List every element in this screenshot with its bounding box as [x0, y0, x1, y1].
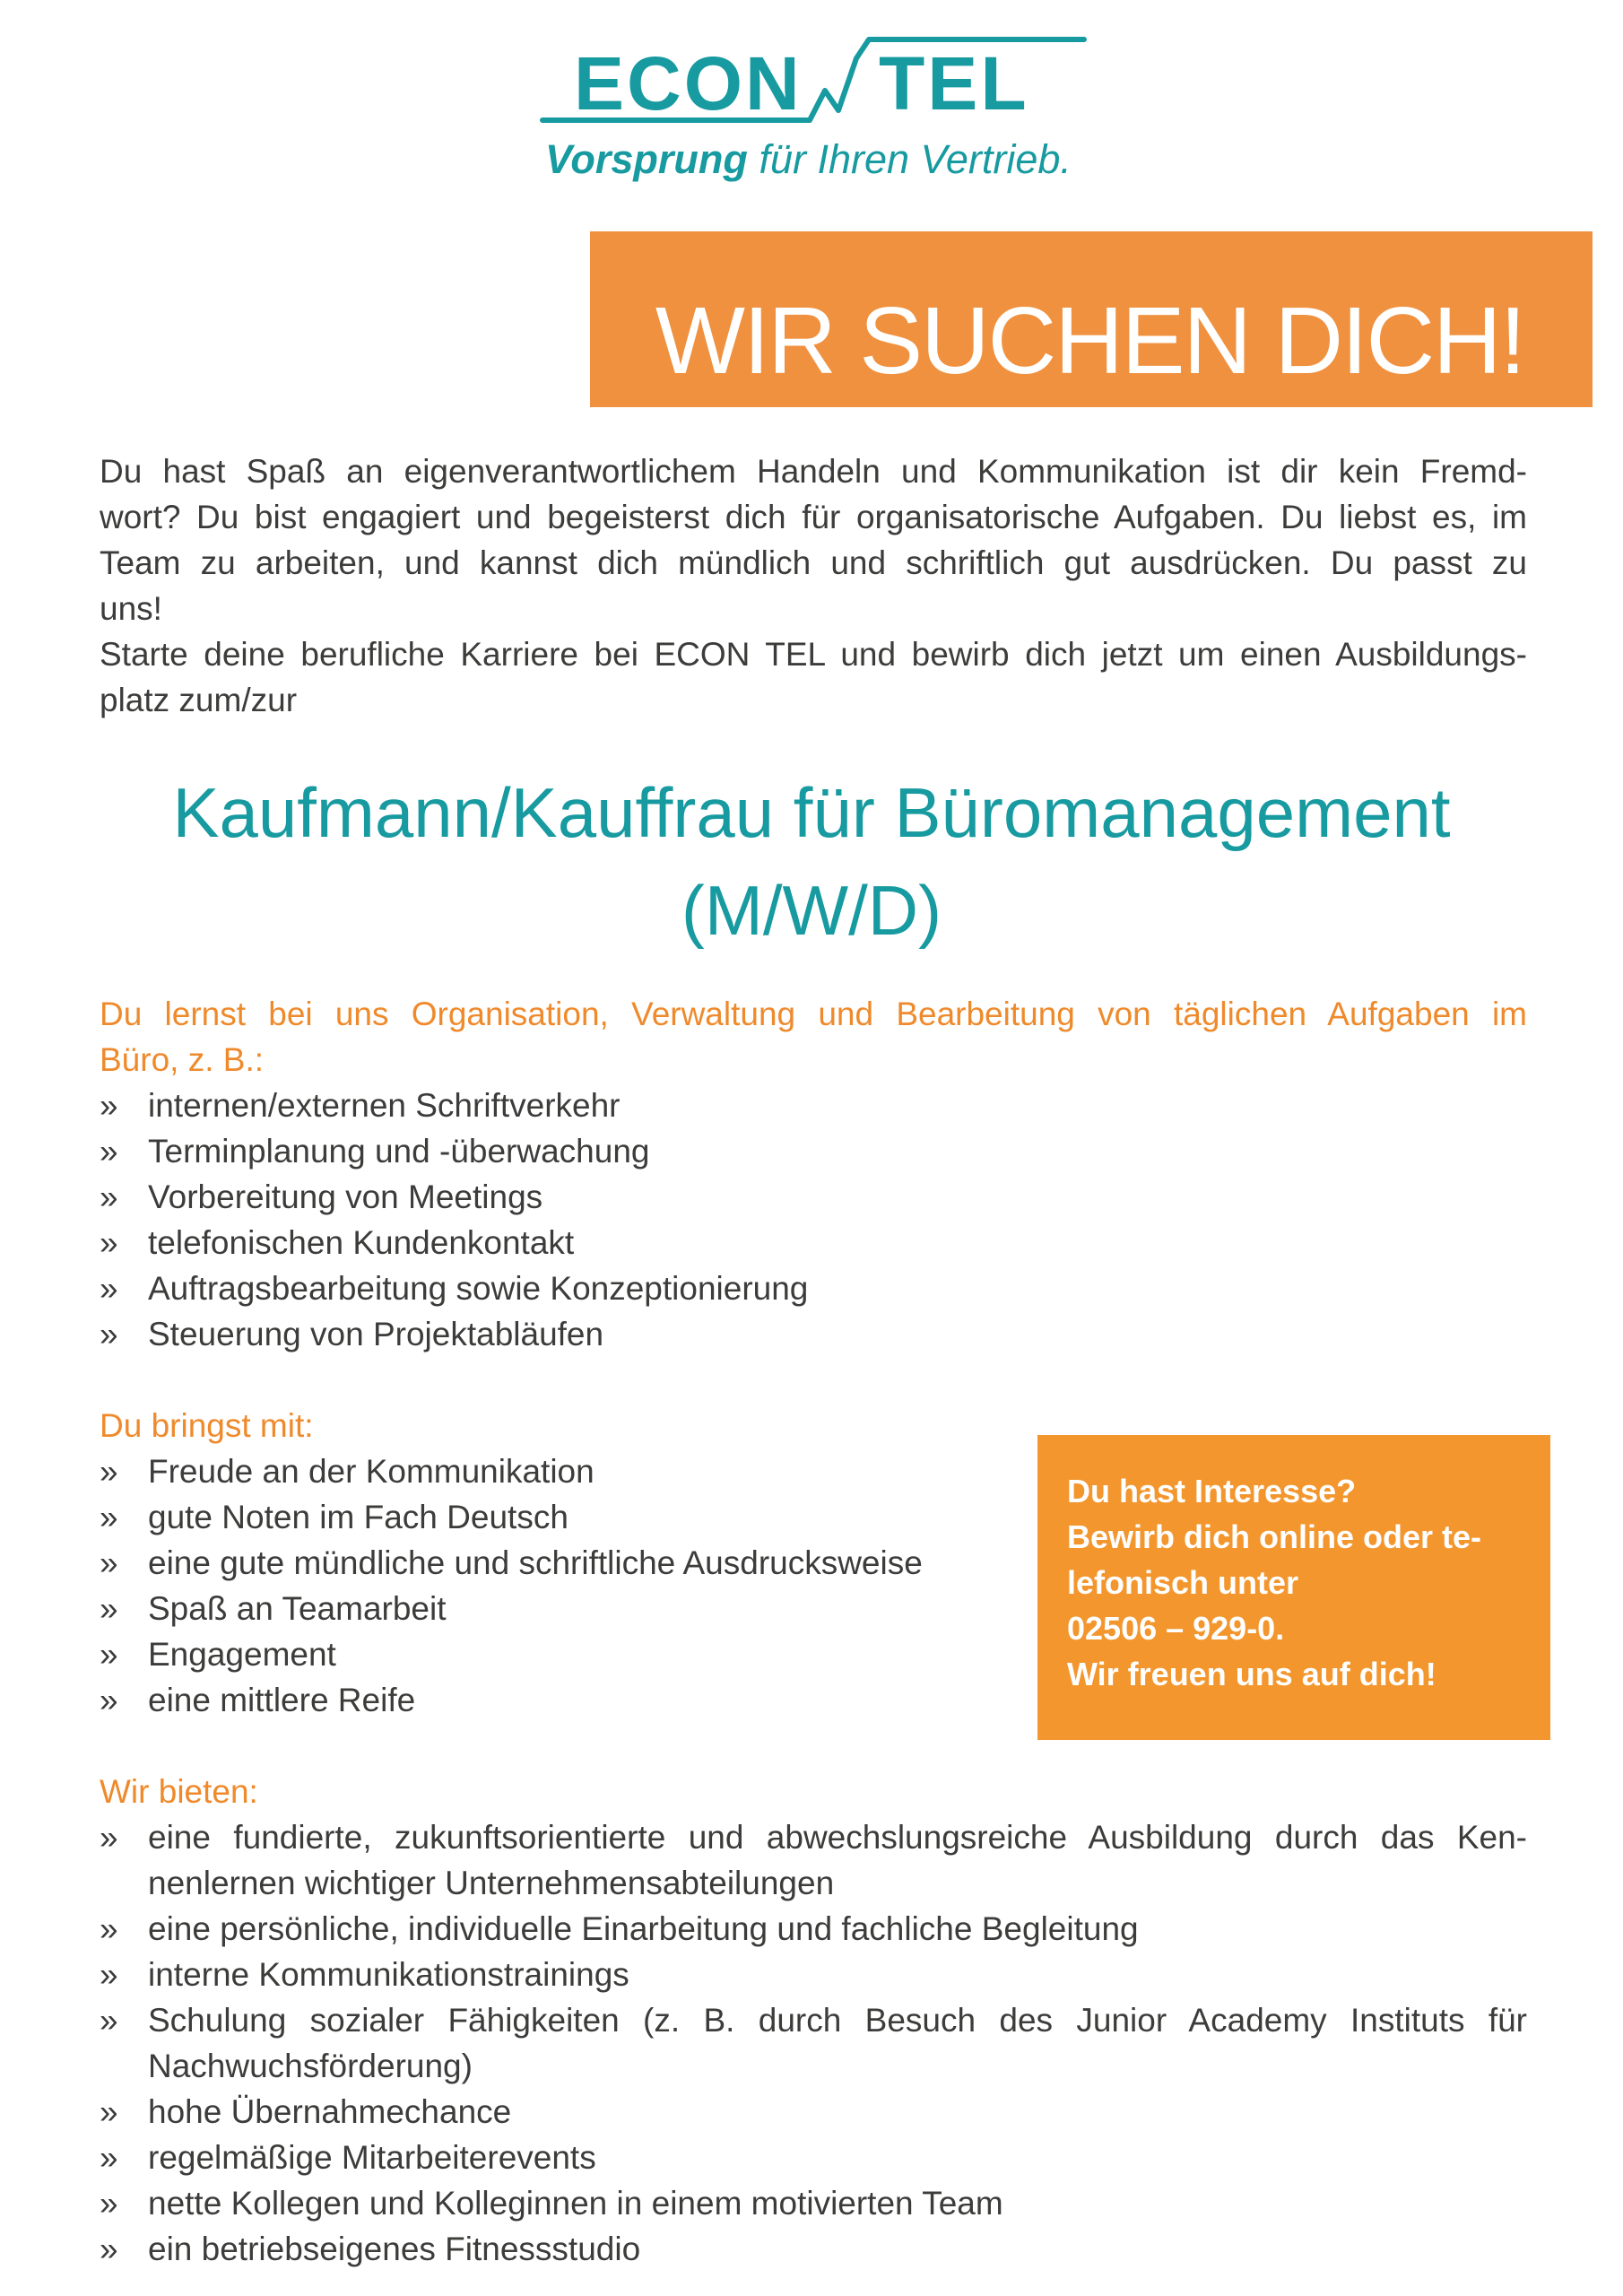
list-item-line: Steuerung von Projektabläufen — [148, 1316, 604, 1352]
bullet-marker: » — [100, 1453, 118, 1490]
list-item-line: regelmäßige Mitarbeiterevents — [148, 2139, 596, 2176]
list-item — [100, 1174, 1527, 1220]
list-item-text — [148, 1265, 1527, 1311]
bullet-marker: » — [100, 1956, 118, 1993]
bullet-marker: » — [100, 1910, 118, 1947]
bullet-marker: » — [100, 1316, 118, 1352]
job-title — [0, 764, 1623, 960]
list-item-line: Nachwuchsförderung) — [148, 2048, 473, 2084]
list-item-line: Freude an der Kommunikation — [148, 1453, 595, 1490]
list-item — [100, 1128, 1527, 1174]
list-item-line: internen/externen Schriftverkehr — [148, 1087, 621, 1124]
list-item-text — [148, 2226, 1527, 2272]
list-item-line: eine mittlere Reife — [148, 1682, 416, 1718]
list-item-text — [148, 1083, 1527, 1128]
list-item-text — [148, 1997, 1527, 2089]
tagline-emphasis: Vorsprung — [545, 136, 748, 182]
bullet-marker: » — [100, 1590, 118, 1627]
list-item-line: Vorbereitung von Meetings — [148, 1178, 543, 1215]
bullet-marker: » — [100, 1270, 118, 1307]
list-item-text — [148, 2135, 1527, 2180]
list-item-line: ein betriebseigenes Fitnessstudio — [148, 2231, 641, 2267]
section-tasks — [100, 991, 1527, 1357]
section-heading: Büro, z. B.: — [100, 1041, 265, 1078]
bullet-marker: » — [100, 1544, 118, 1581]
intro-line: Team zu arbeiten, und kannst dich mündlich und schriftlich gut ausdrücken. Du passt zu — [100, 544, 1527, 581]
bullet-marker: » — [100, 1224, 118, 1261]
logo-word-tel: TEL — [879, 41, 1029, 126]
contact-line: Du hast Interesse? — [1067, 1473, 1357, 1509]
list-item — [100, 1220, 1527, 1265]
list-item-text — [148, 1906, 1527, 1952]
list-item-line: interne Kommunikationstrainings — [148, 1956, 629, 1993]
list-item-line: Spaß an Teamarbeit — [148, 1590, 447, 1627]
list-item — [100, 2089, 1527, 2135]
intro-line: Starte deine berufliche Karriere bei ECON TEL und bewirb dich jetzt um einen Ausbildungs- — [100, 636, 1527, 673]
list-item-text — [148, 2180, 1527, 2226]
headline-banner — [590, 231, 1593, 407]
intro-line: wort? Du bist engagiert und begeisterst dich für organisatorische Aufgaben. Du liebst es, im — [100, 499, 1527, 535]
intro-line: uns! — [100, 590, 162, 627]
tagline-rest: für Ihren Vertrieb. — [759, 136, 1072, 182]
list-item-line: eine fundierte, zukunftsorientierte und abwechslungsreiche Ausbildung durch das Ken- — [148, 1819, 1527, 1856]
logo-tagline — [545, 136, 1072, 182]
logo-word-econ: ECON — [574, 41, 803, 126]
contact-callout-box — [1037, 1435, 1550, 1740]
bullet-marker: » — [100, 1636, 118, 1673]
list-item — [100, 1265, 1527, 1311]
list-item-line: nette Kollegen und Kolleginnen in einem motivierten Team — [148, 2185, 1003, 2222]
job-title-gender-note: (M/W/D) — [681, 871, 942, 950]
list-item-text — [148, 1220, 1527, 1265]
list-item-text — [148, 1174, 1527, 1220]
list-item-text — [148, 2089, 1527, 2135]
list-item — [100, 1311, 1527, 1357]
list-item-text — [148, 1952, 1527, 1997]
list-item — [100, 2226, 1527, 2272]
contact-line: Bewirb dich online oder te- — [1067, 1518, 1482, 1555]
list-item-line: eine persönliche, individuelle Einarbeitung und fachliche Begleitung — [148, 1910, 1139, 1947]
list-item — [100, 1814, 1527, 1906]
bullet-marker: » — [100, 1178, 118, 1215]
list-item-line: hohe Übernahmechance — [148, 2093, 512, 2130]
bullet-marker: » — [100, 1499, 118, 1535]
contact-phone-number: 02506 – 929-0. — [1067, 1610, 1285, 1647]
bullet-marker: » — [100, 2231, 118, 2267]
list-item — [100, 1952, 1527, 1997]
section-benefits — [100, 1769, 1527, 2272]
bullet-marker: » — [100, 2185, 118, 2222]
section-heading: Du bringst mit: — [100, 1407, 314, 1444]
list-item-line: eine gute mündliche und schriftliche Ausdrucksweise — [148, 1544, 923, 1581]
bullet-marker: » — [100, 2002, 118, 2039]
contact-line: lefonisch unter — [1067, 1564, 1299, 1601]
list-item — [100, 1906, 1527, 1952]
bullet-marker: » — [100, 1087, 118, 1124]
list-item-text — [148, 1128, 1527, 1174]
job-title-name: Kaufmann/Kauffrau für Büromanagement — [172, 773, 1451, 852]
bullet-marker: » — [100, 2093, 118, 2130]
list-item — [100, 1083, 1527, 1128]
list-item-line: telefonischen Kundenkontakt — [148, 1224, 575, 1261]
list-item-line: gute Noten im Fach Deutsch — [148, 1499, 568, 1535]
list-item — [100, 2180, 1527, 2226]
logo — [0, 0, 1623, 197]
list-item-line: Engagement — [148, 1636, 336, 1673]
bullet-marker: » — [100, 1682, 118, 1718]
list-item-line: Terminplanung und -überwachung — [148, 1133, 650, 1170]
section-heading: Wir bieten: — [100, 1773, 258, 1810]
bullet-marker: » — [100, 1819, 118, 1856]
contact-line: Wir freuen uns auf dich! — [1067, 1656, 1436, 1692]
headline: WIR SUCHEN DICH! — [655, 288, 1524, 394]
list-item — [100, 2135, 1527, 2180]
intro-line: Du hast Spaß an eigenverantwortlichem Handeln und Kommunikation ist dir kein Fremd- — [100, 453, 1527, 490]
bullet-marker: » — [100, 1133, 118, 1170]
list-item-line: Schulung sozialer Fähigkeiten (z. B. durch Besuch des Junior Academy Instituts für — [148, 2002, 1527, 2039]
list-item-line: Auftragsbearbeitung sowie Konzeptionierung — [148, 1270, 809, 1307]
list-item-line: nenlernen wichtiger Unternehmensabteilungen — [148, 1865, 835, 1901]
list-item-text — [148, 1311, 1527, 1357]
section-heading: Du lernst bei uns Organisation, Verwaltung und Bearbeitung von täglichen Aufgaben im — [100, 996, 1527, 1032]
list-item-text — [148, 1814, 1527, 1906]
intro-line: platz zum/zur — [100, 682, 298, 718]
list-item — [100, 1997, 1527, 2089]
intro-paragraph — [100, 448, 1527, 723]
bullet-marker: » — [100, 2139, 118, 2176]
